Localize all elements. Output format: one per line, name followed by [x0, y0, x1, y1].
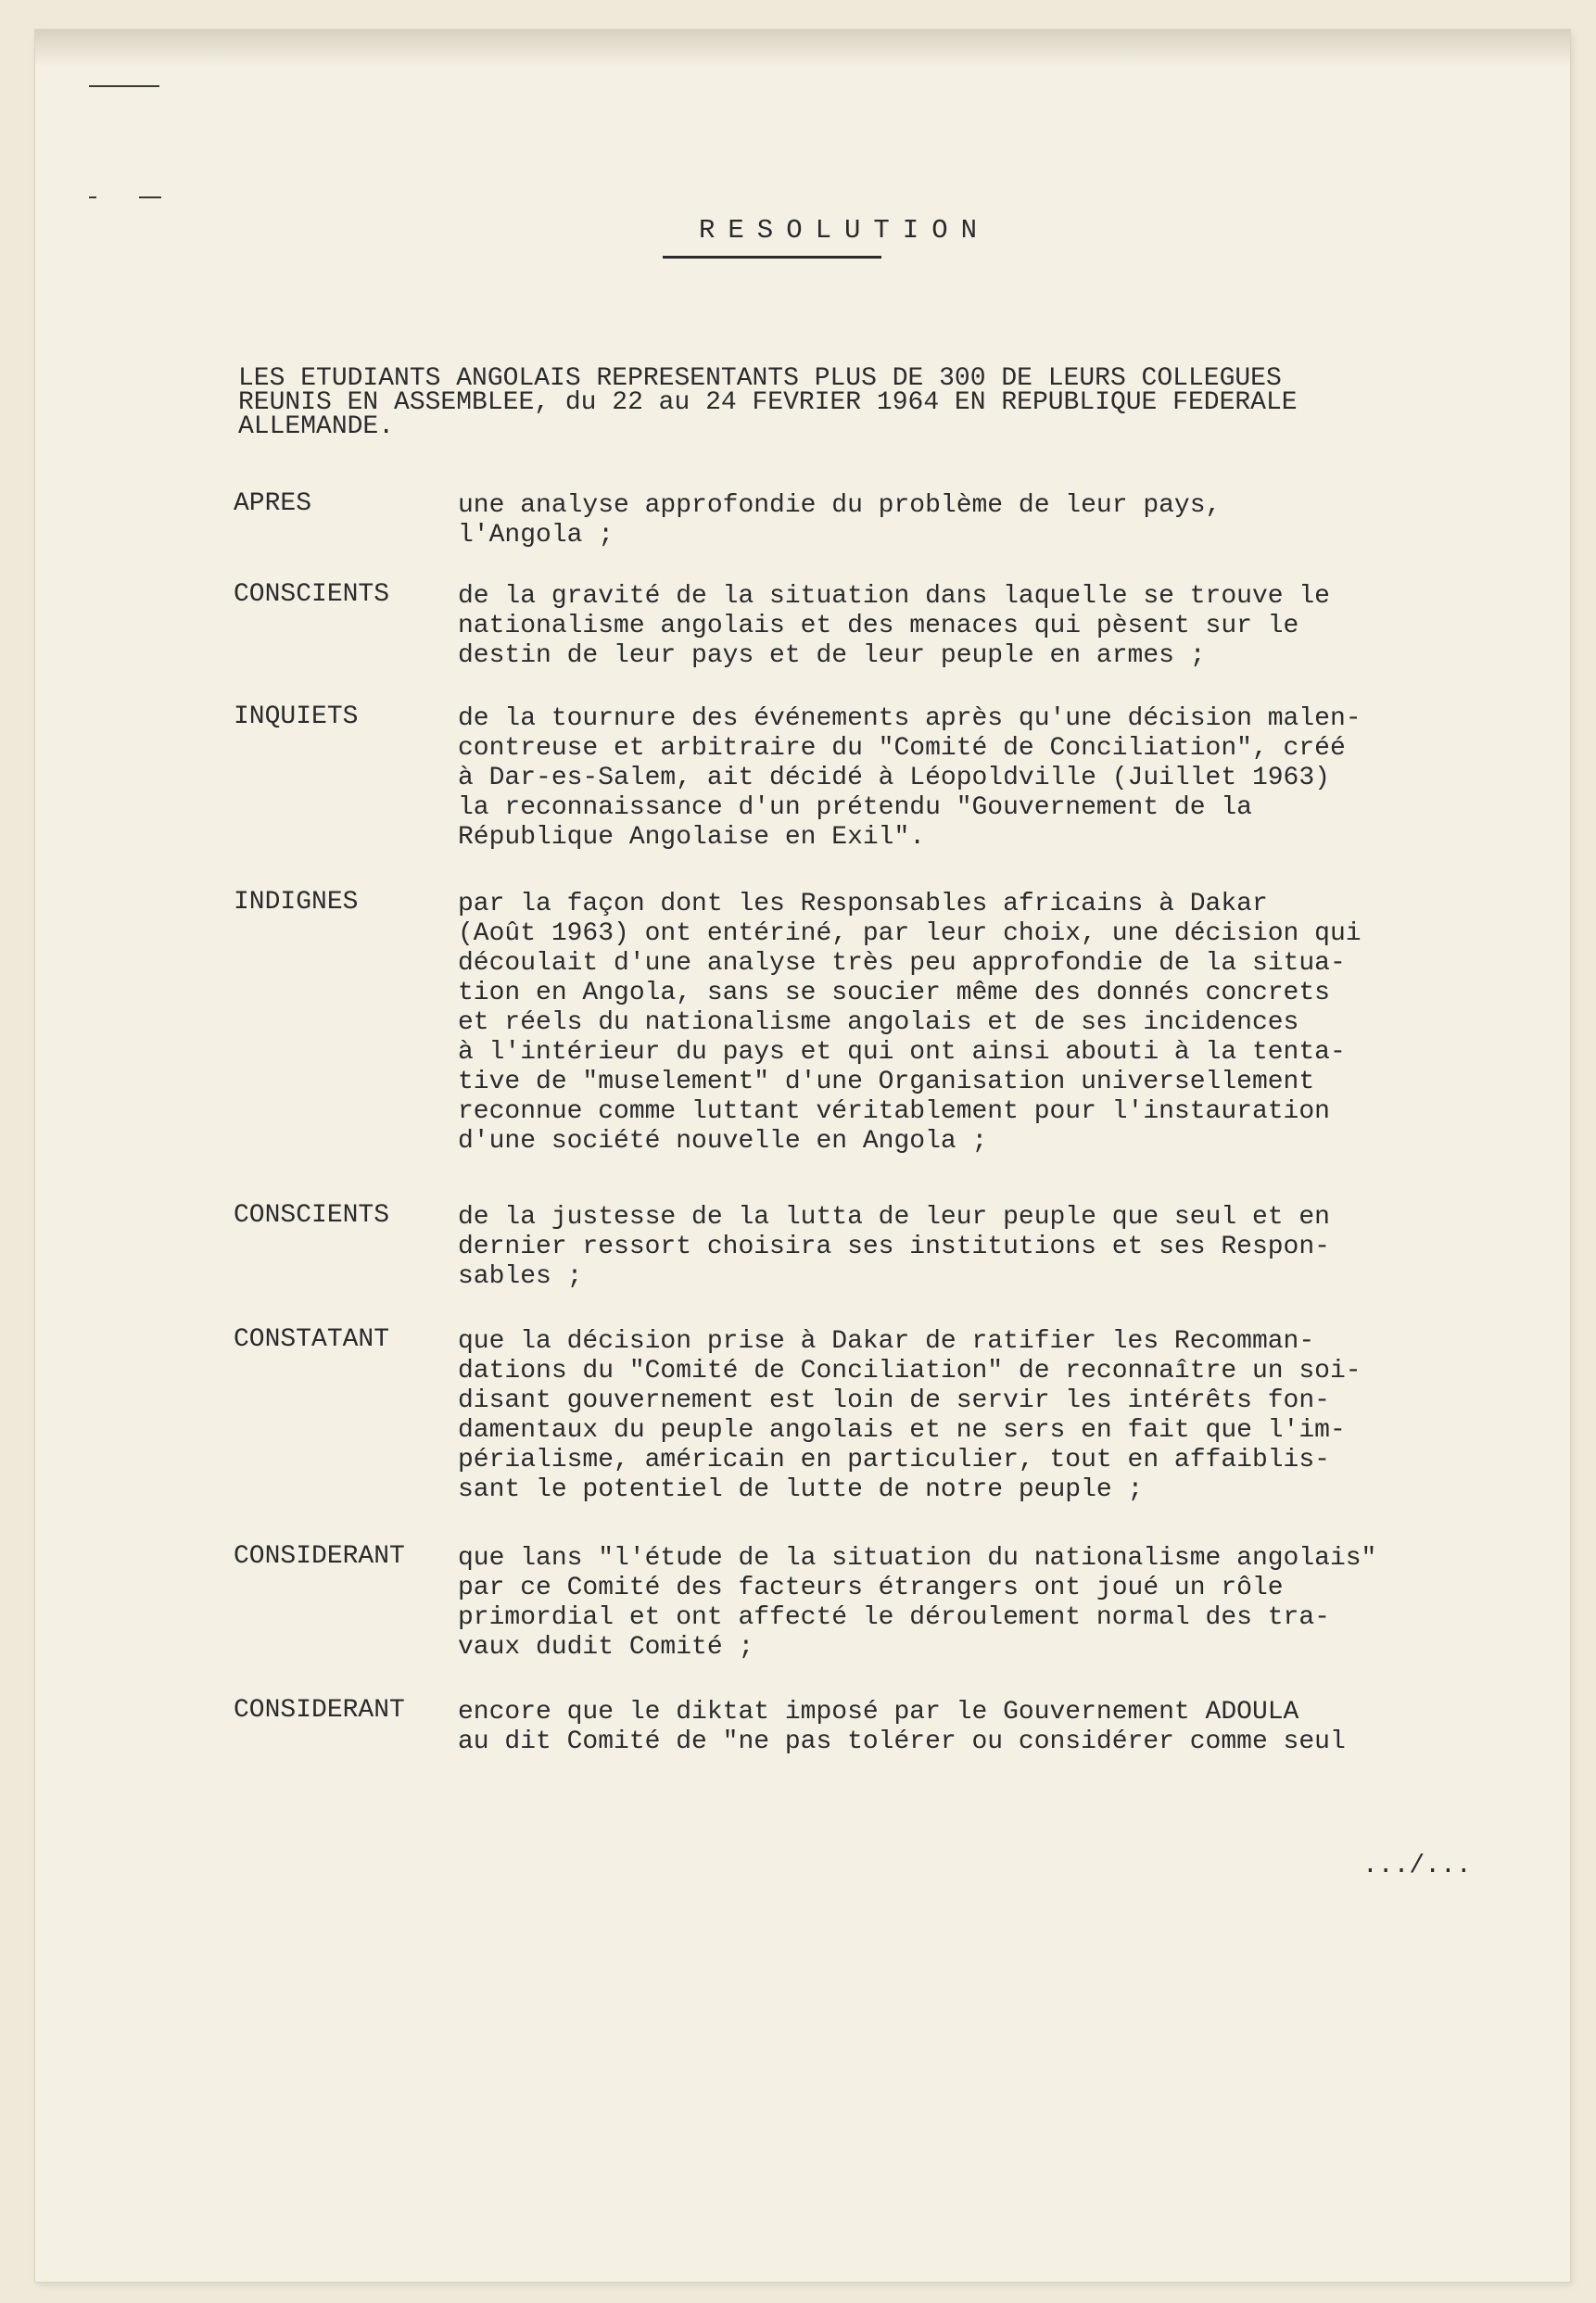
clause-body	[458, 491, 1221, 550]
preamble-line: REUNIS EN ASSEMBLEE, du 22 au 24 FEVRIER 1964 EN REPUBLIQUE FEDERALE	[238, 388, 1298, 417]
clause-keyword: INDIGNES	[234, 888, 359, 917]
clause-line: destin de leur pays et de leur peuple en armes ;	[458, 641, 1206, 670]
clause-keyword: CONSTATANT	[234, 1325, 390, 1354]
margin-mark	[139, 196, 161, 198]
clause-line: découlait d'une analyse très peu approfondie de la situa-	[458, 949, 1346, 978]
clause-body	[458, 1544, 1376, 1663]
clause-keyword: CONSIDERANT	[234, 1696, 405, 1725]
clause-keyword: CONSCIENTS	[234, 1201, 390, 1230]
clause-line: République Angolaise en Exil".	[458, 823, 926, 852]
clause-line: et réels du nationalisme angolais et de ses incidences	[458, 1008, 1299, 1037]
clause-line: (Août 1963) ont entériné, par leur choix, une décision qui	[458, 919, 1362, 948]
clause-keyword: APRES	[234, 489, 312, 518]
clause-line: tion en Angola, sans se soucier même des donnés concrets	[458, 979, 1330, 1007]
clause-line: reconnue comme luttant véritablement pour l'instauration	[458, 1097, 1330, 1126]
clause-line: que lans "l'étude de la situation du nationalisme angolais"	[458, 1544, 1377, 1573]
clause-line: par ce Comité des facteurs étrangers ont joué un rôle	[458, 1574, 1284, 1602]
page-fold-shadow	[35, 30, 1570, 67]
preamble	[238, 364, 1536, 441]
clause-body	[458, 582, 1330, 671]
clause-line: périalisme, américain en particulier, tout en affaiblis-	[458, 1446, 1330, 1474]
clause-keyword: INQUIETS	[234, 702, 359, 731]
continuation-marker: .../...	[1362, 1852, 1472, 1880]
preamble-line: LES ETUDIANTS ANGOLAIS REPRESENTANTS PLUS DE 300 DE LEURS COLLEGUES	[238, 364, 1282, 393]
clause-line: au dit Comité de "ne pas tolérer ou considérer comme seul	[458, 1727, 1346, 1756]
clause-body	[458, 1327, 1362, 1505]
clause-body	[458, 1698, 1346, 1757]
clause-line: de la justesse de la lutta de leur peuple que seul et en	[458, 1203, 1330, 1232]
clause-line: sables ;	[458, 1262, 583, 1291]
page-title: RESOLUTION	[698, 215, 991, 246]
clause-line: de la tournure des événements après qu'une décision malen-	[458, 704, 1362, 733]
clause-line: d'une société nouvelle en Angola ;	[458, 1127, 988, 1156]
clause-line: sant le potentiel de lutte de notre peuple ;	[458, 1475, 1144, 1504]
margin-mark	[89, 196, 96, 198]
clause-line: contreuse et arbitraire du "Comité de Conciliation", créé	[458, 734, 1346, 763]
clause-keyword: CONSCIENTS	[234, 580, 390, 609]
clause-line: damentaux du peuple angolais et ne sers en fait que l'im-	[458, 1416, 1346, 1445]
clause-line: de la gravité de la situation dans laquelle se trouve le	[458, 582, 1330, 611]
title-underline	[663, 256, 881, 259]
clause-line: dernier ressort choisira ses institutions et ses Respon-	[458, 1233, 1330, 1261]
preamble-line: ALLEMANDE.	[238, 412, 395, 441]
clause-line: à l'intérieur du pays et qui ont ainsi abouti à la tenta-	[458, 1038, 1346, 1067]
clause-line: vaux dudit Comité ;	[458, 1633, 754, 1662]
clause-line: la reconnaissance d'un prétendu "Gouvernement de la	[458, 793, 1252, 822]
clause-line: encore que le diktat imposé par le Gouvernement ADOULA	[458, 1698, 1299, 1727]
clause-line: par la façon dont les Responsables africains à Dakar	[458, 890, 1268, 918]
clause-line: disant gouvernement est loin de servir les intérêts fon-	[458, 1386, 1330, 1415]
clause-body	[458, 890, 1362, 1157]
clause-line: l'Angola ;	[458, 521, 614, 550]
clause-line: que la décision prise à Dakar de ratifier les Recomman-	[458, 1327, 1315, 1356]
clause-line: nationalisme angolais et des menaces qui pèsent sur le	[458, 612, 1299, 640]
clause-line: tive de "muselement" d'une Organisation universellement	[458, 1068, 1315, 1096]
clause-line: primordial et ont affecté le déroulement normal des tra-	[458, 1603, 1330, 1632]
clause-body	[458, 704, 1362, 853]
margin-mark	[89, 85, 159, 87]
clause-line: à Dar-es-Salem, ait décidé à Léopoldville (Juillet 1963)	[458, 764, 1330, 792]
clause-line: dations du "Comité de Conciliation" de reconnaître un soi-	[458, 1357, 1362, 1386]
clause-body	[458, 1203, 1330, 1292]
clause-line: une analyse approfondie du problème de leur pays,	[458, 491, 1222, 520]
clause-keyword: CONSIDERANT	[234, 1542, 405, 1571]
